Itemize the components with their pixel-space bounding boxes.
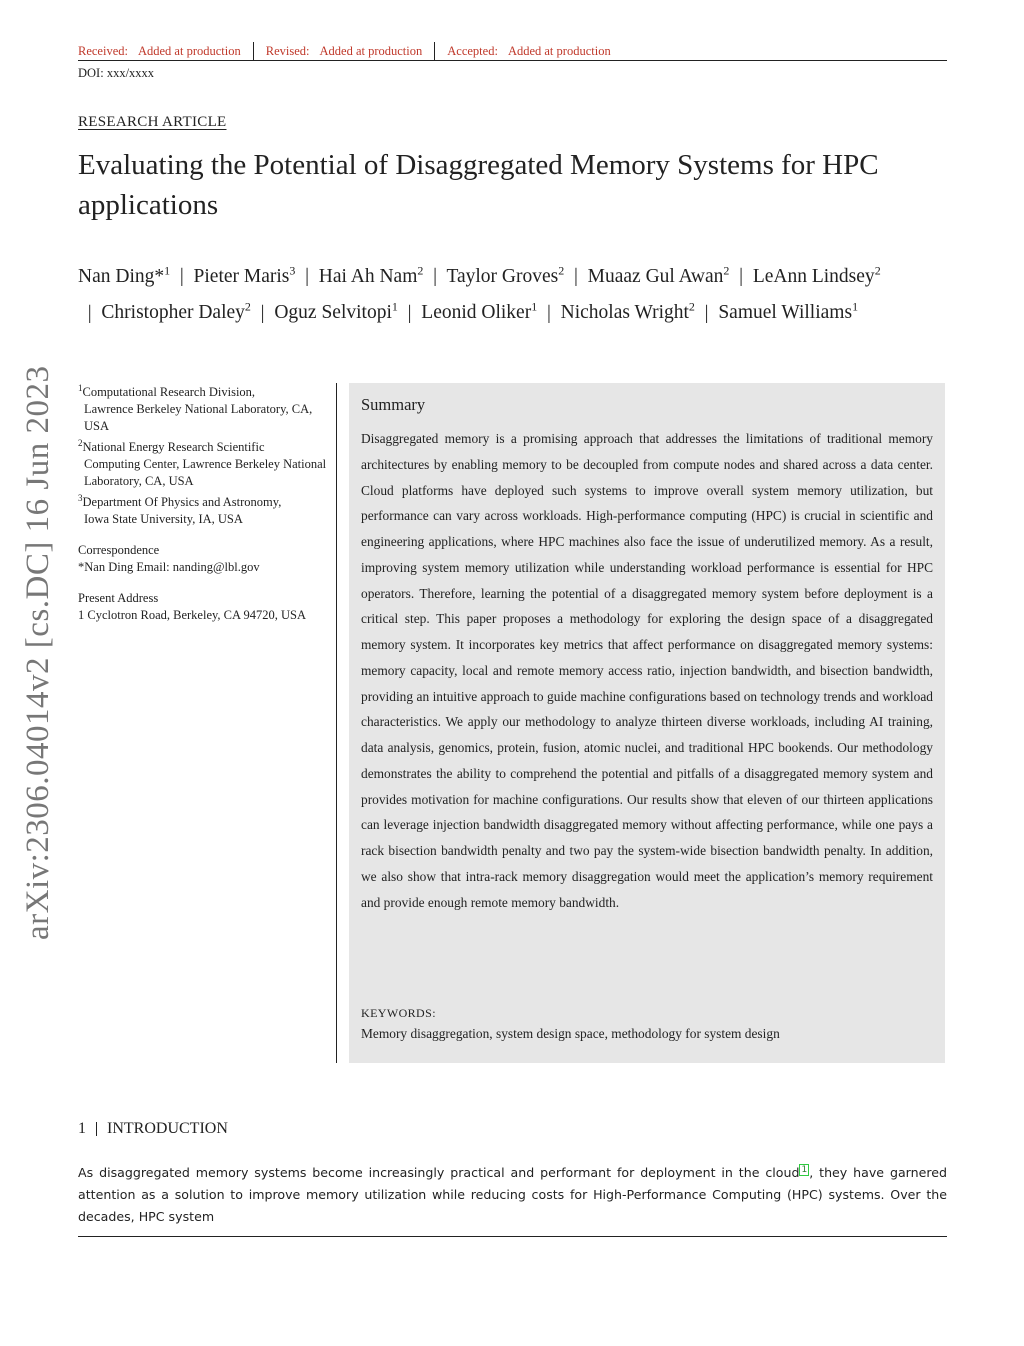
author xyxy=(193,263,296,287)
author-separator: | xyxy=(537,302,561,323)
affiliation-first-line: Department Of Physics and Astronomy, xyxy=(82,495,282,510)
author xyxy=(446,263,565,287)
received-value: Added at production xyxy=(137,43,241,58)
correspondence-heading: Correspondence xyxy=(78,543,160,558)
author-separator: | xyxy=(250,302,275,323)
author xyxy=(101,299,251,323)
accepted-value: Added at production xyxy=(507,43,611,58)
author xyxy=(421,299,538,323)
author-separator: | xyxy=(423,265,447,287)
author xyxy=(318,263,424,287)
present-address-heading: Present Address xyxy=(78,591,159,606)
author xyxy=(560,299,695,323)
author-separator: | xyxy=(397,302,422,323)
author-list xyxy=(78,255,948,328)
author-affiliation-mark: 2 xyxy=(723,263,730,277)
paper-title: Evaluating the Potential of Disaggregated Memory Systems for HPC applications xyxy=(78,149,879,221)
affiliation-first-line: National Energy Research Scientific xyxy=(82,440,265,455)
accepted-date xyxy=(447,44,610,59)
sidebar-divider xyxy=(336,383,337,1063)
present-address xyxy=(78,590,333,624)
author-affiliation-mark: 2 xyxy=(688,299,695,314)
author-name: Hai Ah Nam xyxy=(318,265,418,287)
author-name: Nicholas Wright xyxy=(560,302,689,323)
author-affiliation-mark: 2 xyxy=(417,263,424,277)
section-title: INTRODUCTION xyxy=(107,1120,228,1137)
affiliation xyxy=(78,435,333,490)
keywords-heading: KEYWORDS: xyxy=(361,1006,436,1020)
affiliation-number: 3 xyxy=(78,493,83,504)
correspondence xyxy=(78,542,333,576)
summary-text: Disaggregated memory is a promising approach that addresses the limitations of traditional memory architectures by enabling memory to be decoupled from compute nodes and shared across a data center. Cloud platforms have deployed such systems to improve overall system memory utilization, but performance can vary across workloads. High-performance computing (HPC) is crucial in scientific and engineering applications, where HPC machines also face the issue of underutilized memory. As a result, improving system memory utilization while understanding workload performance is essential for HPC operators. Therefore, learning the potential of a disaggregated memory system before deployment is a critical step. This paper proposes a methodology for exploring the design space of a disaggregated memory system. It incorporates key metrics that affect performance on disaggregated memory systems: memory capacity, local and remote memory access ratio, injection bandwidth, and bisection bandwidth, providing an intuitive approach to guide machine configurations based on technology trends and workload characteristics. We apply our methodology to analyze thirteen diverse workloads, including AI training, data analysis, genomics, protein, fusion, atomic nuclei, and traditional HPC bookends. Our methodology demonstrates the ability to comprehend the potential and pitfalls of a disaggregated memory system and provides motivation for machine configurations. Our results show that eleven of our thirteen applications can leverage injection bandwidth disaggregated memory without affecting performance, while one pays a rack bisection bandwidth penalty and two pay the system-wide bisection bandwidth penalty. In addition, we also show that intra-rack memory disaggregation would meet the application’s memory requirement and provide enough remote memory bandwidth. xyxy=(361,431,933,910)
author-name: Christopher Daley xyxy=(101,302,245,323)
author-separator: | xyxy=(295,265,319,287)
author xyxy=(274,299,398,323)
affiliation-rest: Iowa State University, IA, USA xyxy=(84,512,243,527)
affiliation-number: 1 xyxy=(78,383,83,393)
doi: DOI: xxx/xxxx xyxy=(78,66,155,80)
publication-dates xyxy=(78,42,947,60)
author-affiliation-mark: 1 xyxy=(852,299,859,314)
citation-link[interactable]: 1 xyxy=(801,1164,808,1175)
author-affiliation-mark: 1 xyxy=(531,299,538,314)
section-bar xyxy=(96,1122,97,1136)
affiliation-rest: Lawrence Berkeley National Laboratory, CA, USA xyxy=(84,402,313,434)
author-name: Leonid Oliker xyxy=(421,302,532,323)
author xyxy=(752,263,881,287)
author xyxy=(718,299,859,323)
author xyxy=(587,263,730,287)
correspondence-text: *Nan Ding Email: nanding@lbl.gov xyxy=(78,560,260,575)
present-address-text: 1 Cyclotron Road, Berkeley, CA 94720, USA xyxy=(78,608,306,623)
author-affiliation-mark: 2 xyxy=(558,263,565,277)
arxiv-stamp: arXiv:2306.04014v2 [cs.DC] 16 Jun 2023 xyxy=(20,365,56,940)
summary-heading: Summary xyxy=(361,395,426,414)
revised-label: Revised: xyxy=(265,43,310,58)
author-affiliation-mark: 1 xyxy=(164,263,171,277)
author-name: LeAnn Lindsey xyxy=(752,265,875,287)
author xyxy=(78,263,171,287)
author-name: Oguz Selvitopi xyxy=(274,302,392,323)
section-heading xyxy=(78,1120,228,1138)
author-name: Muaaz Gul Awan xyxy=(587,265,724,287)
received-date xyxy=(78,44,241,59)
summary-box xyxy=(349,383,945,1063)
affiliation-list xyxy=(78,380,333,528)
author-separator: | xyxy=(564,265,588,287)
author-name: Taylor Groves xyxy=(446,265,559,287)
intro-text-end: , they have garnered attention as a solution to improve memory utilization while reducing costs for High-Performance Computing (HPC) systems. Over the decades, HPC system xyxy=(78,1165,947,1224)
date-separator xyxy=(434,42,435,60)
received-label: Received: xyxy=(78,43,128,58)
revised-date xyxy=(266,44,423,59)
affiliation-number: 2 xyxy=(78,438,83,449)
article-type: RESEARCH ARTICLE xyxy=(78,114,227,130)
affiliation-first-line: Computational Research Division, xyxy=(82,385,256,400)
footer-rule xyxy=(78,1236,947,1237)
author-separator: | xyxy=(78,302,102,323)
intro-text-start: As disaggregated memory systems become increasingly practical and performant for deployment in the cloud xyxy=(78,1165,800,1180)
author-separator: | xyxy=(170,265,194,287)
header-rule xyxy=(78,60,947,61)
author-affiliation-mark: 1 xyxy=(391,299,398,314)
author-affiliation-mark: 2 xyxy=(874,263,881,277)
affiliation xyxy=(78,380,333,435)
affiliation-rest: Computing Center, Lawrence Berkeley National Laboratory, CA, USA xyxy=(84,457,327,489)
author-affiliation-mark: 2 xyxy=(244,299,251,314)
keywords: Memory disaggregation, system design space, methodology for system design xyxy=(361,1026,780,1041)
date-separator xyxy=(253,42,254,60)
affiliation xyxy=(78,490,333,528)
accepted-label: Accepted: xyxy=(447,43,498,58)
affiliations-sidebar xyxy=(78,380,333,624)
author-name: Nan Ding* xyxy=(78,265,165,287)
author-name: Samuel Williams xyxy=(718,302,853,323)
author-affiliation-mark: 3 xyxy=(289,263,296,277)
author-separator: | xyxy=(694,302,719,323)
intro-paragraph xyxy=(78,1162,947,1228)
author-separator: | xyxy=(729,265,753,287)
section-number: 1 xyxy=(78,1120,86,1137)
author-name: Pieter Maris xyxy=(193,265,290,287)
revised-value: Added at production xyxy=(319,43,423,58)
